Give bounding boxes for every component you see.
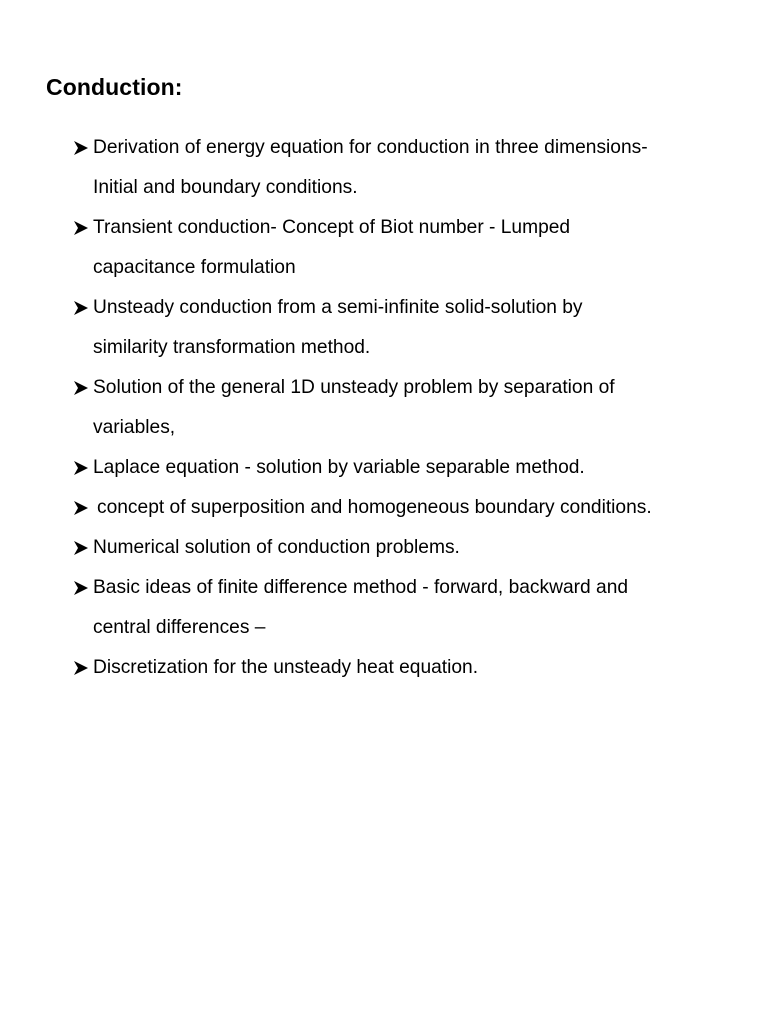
arrowhead-bullet-icon [72, 539, 90, 557]
list-item [72, 568, 742, 648]
list-item-line: Discretization for the unsteady heat equation. [93, 657, 479, 678]
list-item [72, 368, 742, 448]
list-item-line: concept of superposition and homogeneous boundary conditions. [97, 497, 652, 518]
list-item-line: Derivation of energy equation for conduction in three dimensions- [93, 137, 648, 158]
topic-list [72, 128, 742, 688]
list-item [72, 448, 742, 488]
list-item-line: Laplace equation - solution by variable separable method. [93, 457, 585, 478]
list-item [72, 648, 742, 688]
list-item-line: Initial and boundary conditions. [93, 177, 358, 198]
list-item-line: Numerical solution of conduction problems. [93, 537, 460, 558]
list-item [72, 488, 742, 528]
list-item-line: Unsteady conduction from a semi-infinite solid-solution by [93, 297, 583, 318]
arrowhead-bullet-icon [72, 579, 90, 597]
arrowhead-bullet-icon [72, 499, 90, 517]
section-heading: Conduction: [46, 74, 183, 100]
list-item-line: Transient conduction- Concept of Biot number - Lumped [93, 217, 571, 238]
arrowhead-bullet-icon [72, 139, 90, 157]
list-item [72, 208, 742, 288]
arrowhead-bullet-icon [72, 459, 90, 477]
arrowhead-bullet-icon [72, 659, 90, 677]
list-item [72, 128, 742, 208]
list-item-line: Basic ideas of finite difference method - forward, backward and [93, 577, 629, 598]
list-item-line: variables, [93, 417, 176, 438]
list-item [72, 288, 742, 368]
list-item-line: capacitance formulation [93, 257, 296, 278]
arrowhead-bullet-icon [72, 379, 90, 397]
list-item-line: central differences – [93, 617, 266, 638]
list-item-line: similarity transformation method. [93, 337, 371, 358]
list-item-line: Solution of the general 1D unsteady problem by separation of [93, 377, 615, 398]
arrowhead-bullet-icon [72, 219, 90, 237]
arrowhead-bullet-icon [72, 299, 90, 317]
list-item [72, 528, 742, 568]
